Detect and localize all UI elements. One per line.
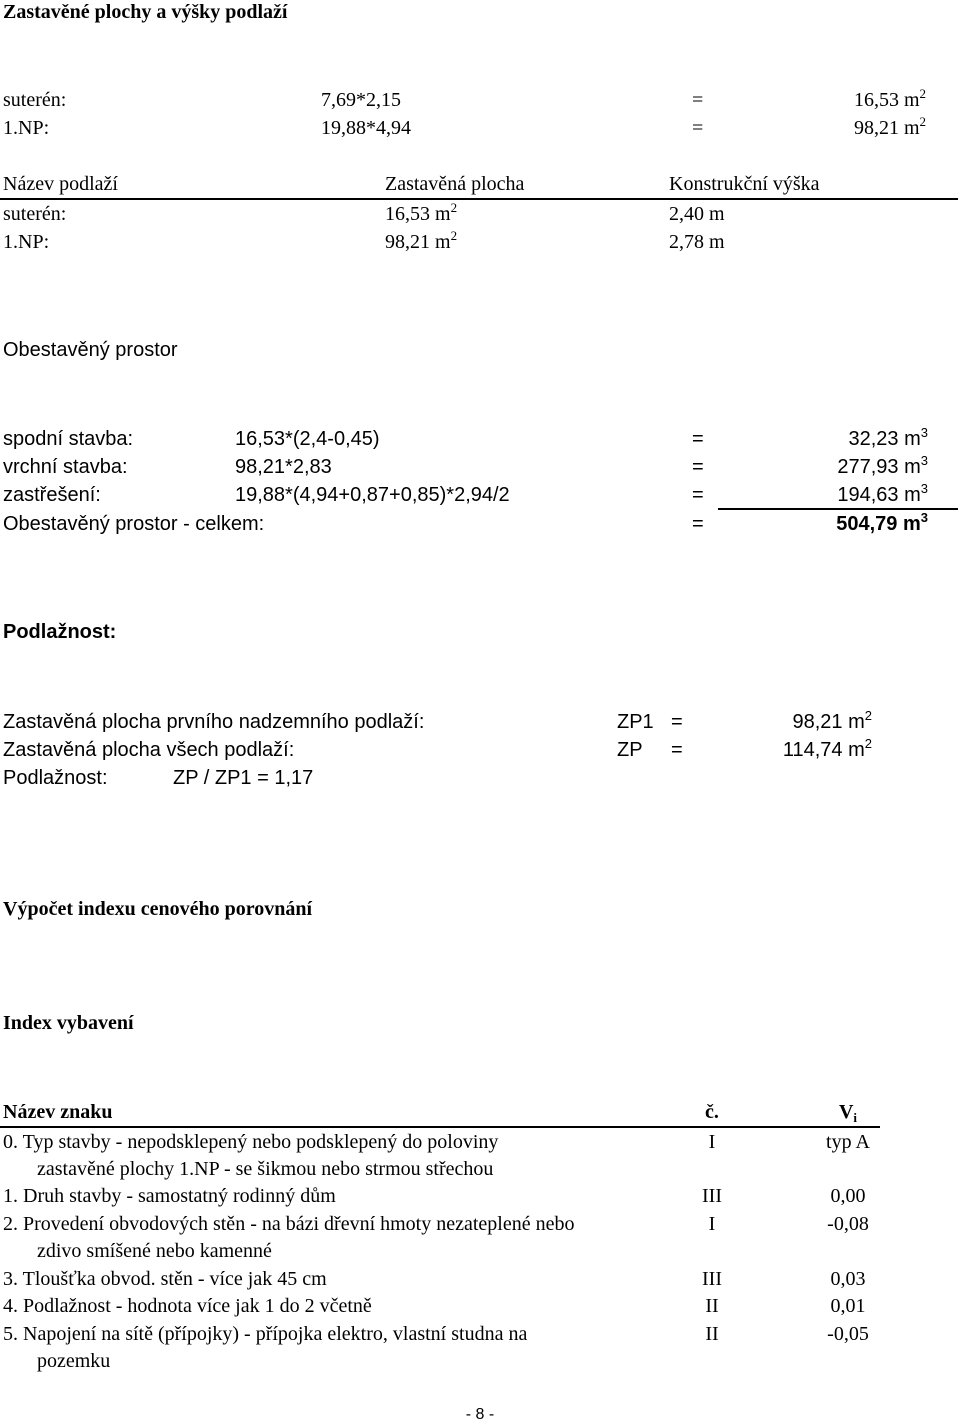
vybaveni-row-c: II bbox=[705, 1295, 719, 1317]
podlaznost-value: 98,21 $m^2$ bbox=[792, 708, 872, 733]
volume-heading: Obestavěný prostor bbox=[3, 339, 178, 361]
page-title: Zastavěné plochy a výšky podlaží bbox=[3, 1, 288, 23]
vybaveni-row-text: 2. Provedení obvodových stěn - na bázi dřevní hmoty nezateplené nebo bbox=[3, 1213, 575, 1235]
table-cell-area: 98,21 $m^2$ bbox=[385, 228, 458, 253]
table-header-name: Název podlaží bbox=[3, 173, 118, 195]
vybaveni-row-text: 1. Druh stavby - samostatný rodinný dům bbox=[3, 1185, 336, 1207]
table-cell-height: 2,78 m bbox=[669, 231, 725, 253]
page-number: - 8 - bbox=[465, 1406, 495, 1423]
volume-total-eq: = bbox=[692, 513, 704, 535]
volume-eq: = bbox=[692, 484, 704, 506]
vybaveni-row-text: 4. Podlažnost - hodnota více jak 1 do 2 včetně bbox=[3, 1295, 372, 1317]
table-header-area: Zastavěná plocha bbox=[385, 173, 525, 195]
vybaveni-row-c: I bbox=[708, 1213, 716, 1235]
table-cell-area: 16,53 $m^2$ bbox=[385, 200, 458, 225]
podlaznost-eq: = bbox=[671, 711, 683, 733]
podlaznost-symbol: ZP bbox=[617, 739, 643, 761]
vybaveni-col-c: č. bbox=[705, 1101, 719, 1123]
vybaveni-row-c: III bbox=[702, 1268, 722, 1290]
calc-expr: 7,69*2,15 bbox=[321, 89, 401, 111]
volume-eq: = bbox=[692, 456, 704, 478]
table-header-height: Konstrukční výška bbox=[669, 173, 820, 195]
vybaveni-row-text-cont: zastavěné plochy 1.NP - se šikmou nebo strmou střechou bbox=[37, 1158, 494, 1180]
index-heading: Výpočet indexu cenového porovnání bbox=[3, 898, 313, 920]
table-cell-name: 1.NP: bbox=[3, 231, 50, 253]
volume-label: spodní stavba: bbox=[3, 428, 134, 450]
volume-label: zastřešení: bbox=[3, 484, 101, 506]
volume-value: 32,23 $m^3$ bbox=[848, 425, 928, 450]
podlaznost-result-label: Podlažnost: bbox=[3, 767, 108, 789]
vybaveni-header-rule bbox=[0, 1126, 880, 1128]
podlaznost-heading: Podlažnost: bbox=[3, 621, 117, 643]
vybaveni-heading: Index vybavení bbox=[3, 1012, 134, 1034]
volume-expr: 19,88*(4,94+0,87+0,85)*2,94/2 bbox=[235, 484, 510, 506]
calc-eq: = bbox=[692, 117, 704, 139]
volume-value: 277,93 $m^3$ bbox=[837, 453, 928, 478]
vybaveni-row-c: III bbox=[702, 1185, 722, 1207]
calc-label: suterén: bbox=[3, 89, 67, 111]
vybaveni-row-v: -0,08 bbox=[827, 1213, 869, 1235]
vybaveni-row-text: 5. Napojení na sítě (přípojky) - přípojka elektro, vlastní studna na bbox=[3, 1323, 528, 1345]
vybaveni-row-text: 0. Typ stavby - nepodsklepený nebo podsklepený do poloviny bbox=[3, 1131, 499, 1153]
vybaveni-row-v: 0,00 bbox=[830, 1185, 866, 1207]
podlaznost-result: ZP / ZP1 = 1,17 bbox=[173, 767, 314, 789]
vybaveni-row-text-cont: pozemku bbox=[37, 1350, 111, 1372]
volume-expr: 16,53*(2,4-0,45) bbox=[235, 428, 380, 450]
vybaveni-col-name: Název znaku bbox=[3, 1101, 113, 1123]
vybaveni-row-c: I bbox=[708, 1131, 716, 1153]
table-cell-name: suterén: bbox=[3, 203, 67, 225]
volume-label: vrchní stavba: bbox=[3, 456, 128, 478]
vybaveni-row-v: typ A bbox=[826, 1131, 870, 1153]
podlaznost-eq: = bbox=[671, 739, 683, 761]
volume-total-label: Obestavěný prostor - celkem: bbox=[3, 513, 265, 535]
volume-total-value: 504,79 $m^3$ bbox=[836, 510, 928, 535]
table-cell-height: 2,40 m bbox=[669, 203, 725, 225]
vybaveni-row-text-cont: zdivo smíšené nebo kamenné bbox=[37, 1240, 272, 1262]
calc-expr: 19,88*4,94 bbox=[321, 117, 411, 139]
vybaveni-row-v: 0,03 bbox=[830, 1268, 866, 1290]
vybaveni-row-text: 3. Tloušťka obvod. stěn - více jak 45 cm bbox=[3, 1268, 327, 1290]
volume-value: 194,63 $m^3$ bbox=[837, 481, 928, 506]
podlaznost-label: Zastavěná plocha prvního nadzemního podlaží: bbox=[3, 711, 425, 733]
volume-expr: 98,21*2,83 bbox=[235, 456, 332, 478]
table-header-rule bbox=[0, 198, 958, 200]
calc-value: 98,21 $m^2$ bbox=[853, 114, 926, 139]
podlaznost-symbol: ZP1 bbox=[617, 711, 654, 733]
podlaznost-label: Zastavěná plocha všech podlaží: bbox=[3, 739, 295, 761]
vybaveni-row-v: 0,01 bbox=[830, 1295, 866, 1317]
vybaveni-row-c: II bbox=[705, 1323, 719, 1345]
calc-eq: = bbox=[692, 89, 704, 111]
calc-value: 16,53 $m^2$ bbox=[853, 86, 926, 111]
vybaveni-row-v: -0,05 bbox=[827, 1323, 869, 1345]
vybaveni-col-v: $V_i$ bbox=[838, 1101, 858, 1125]
volume-eq: = bbox=[692, 428, 704, 450]
podlaznost-value: 114,74 $m^2$ bbox=[782, 736, 872, 761]
calc-label: 1.NP: bbox=[3, 117, 50, 139]
